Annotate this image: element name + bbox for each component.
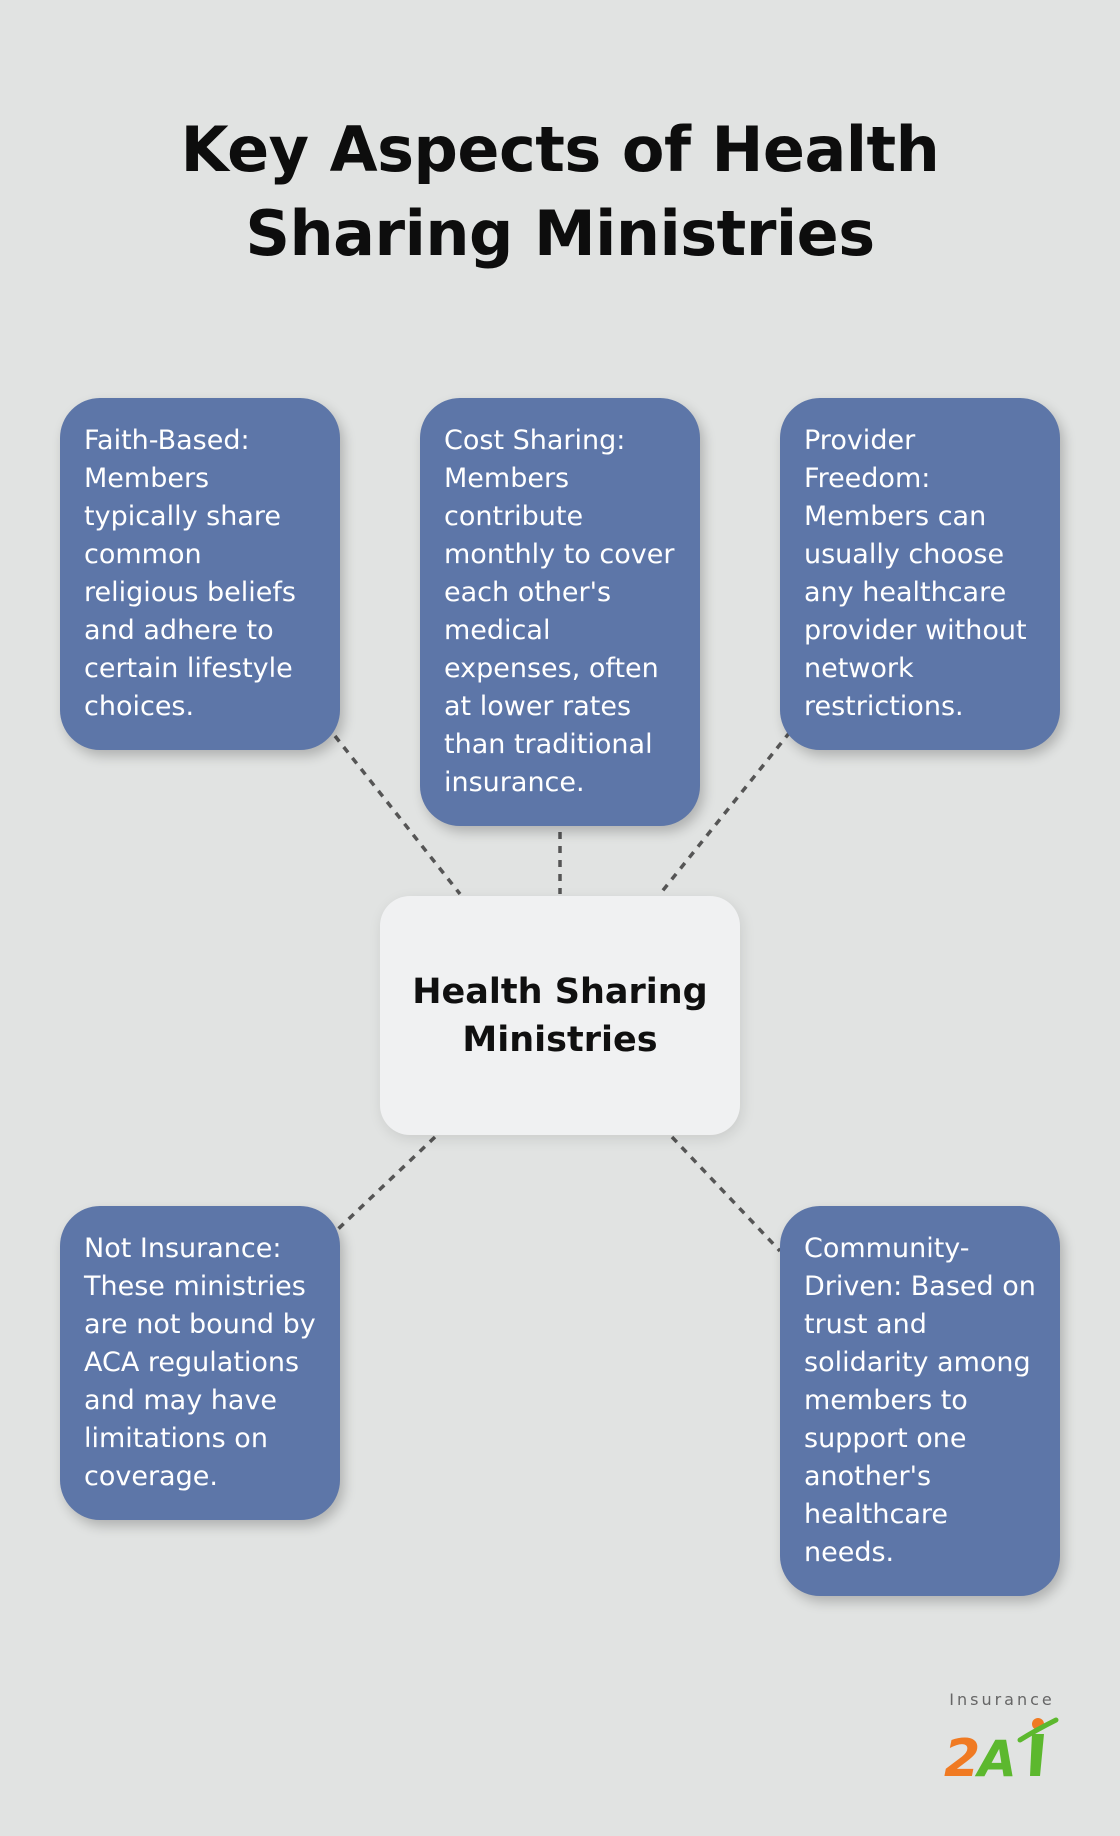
center-node — [380, 896, 740, 1135]
page-title: Key Aspects of Health Sharing Ministries — [180, 113, 940, 270]
node-faith-based — [60, 398, 340, 750]
node-cost-sharing-text: Cost Sharing: Members contribute monthly to cover each other's medical expenses, often at lower rates than traditional insurance. — [444, 425, 675, 798]
svg-text:2: 2 — [944, 1729, 981, 1789]
connector-community-driven — [672, 1137, 780, 1251]
logo-mark-icon — [940, 1712, 1064, 1792]
node-community-driven — [780, 1206, 1060, 1596]
node-provider-freedom — [780, 398, 1060, 750]
svg-text:A: A — [978, 1730, 1017, 1788]
brand-logo — [940, 1690, 1064, 1790]
node-not-insurance-text: Not Insurance: These ministries are not bound by ACA regulations and may have limitations on coverage. — [84, 1233, 316, 1492]
node-faith-based-text: Faith-Based: Members typically share common religious beliefs and adhere to certain lifestyle choices. — [84, 425, 296, 722]
node-community-driven-text: Community-Driven: Based on trust and solidarity among members to support one another's healthcare needs. — [804, 1233, 1036, 1568]
connector-not-insurance — [336, 1137, 435, 1231]
node-not-insurance — [60, 1206, 340, 1520]
node-provider-freedom-text: Provider Freedom: Members can usually choose any healthcare provider without network restrictions. — [804, 425, 1027, 722]
center-node-label: Health Sharing Ministries — [412, 971, 708, 1060]
logo-text: Insurance — [949, 1690, 1055, 1709]
node-cost-sharing — [420, 398, 700, 826]
